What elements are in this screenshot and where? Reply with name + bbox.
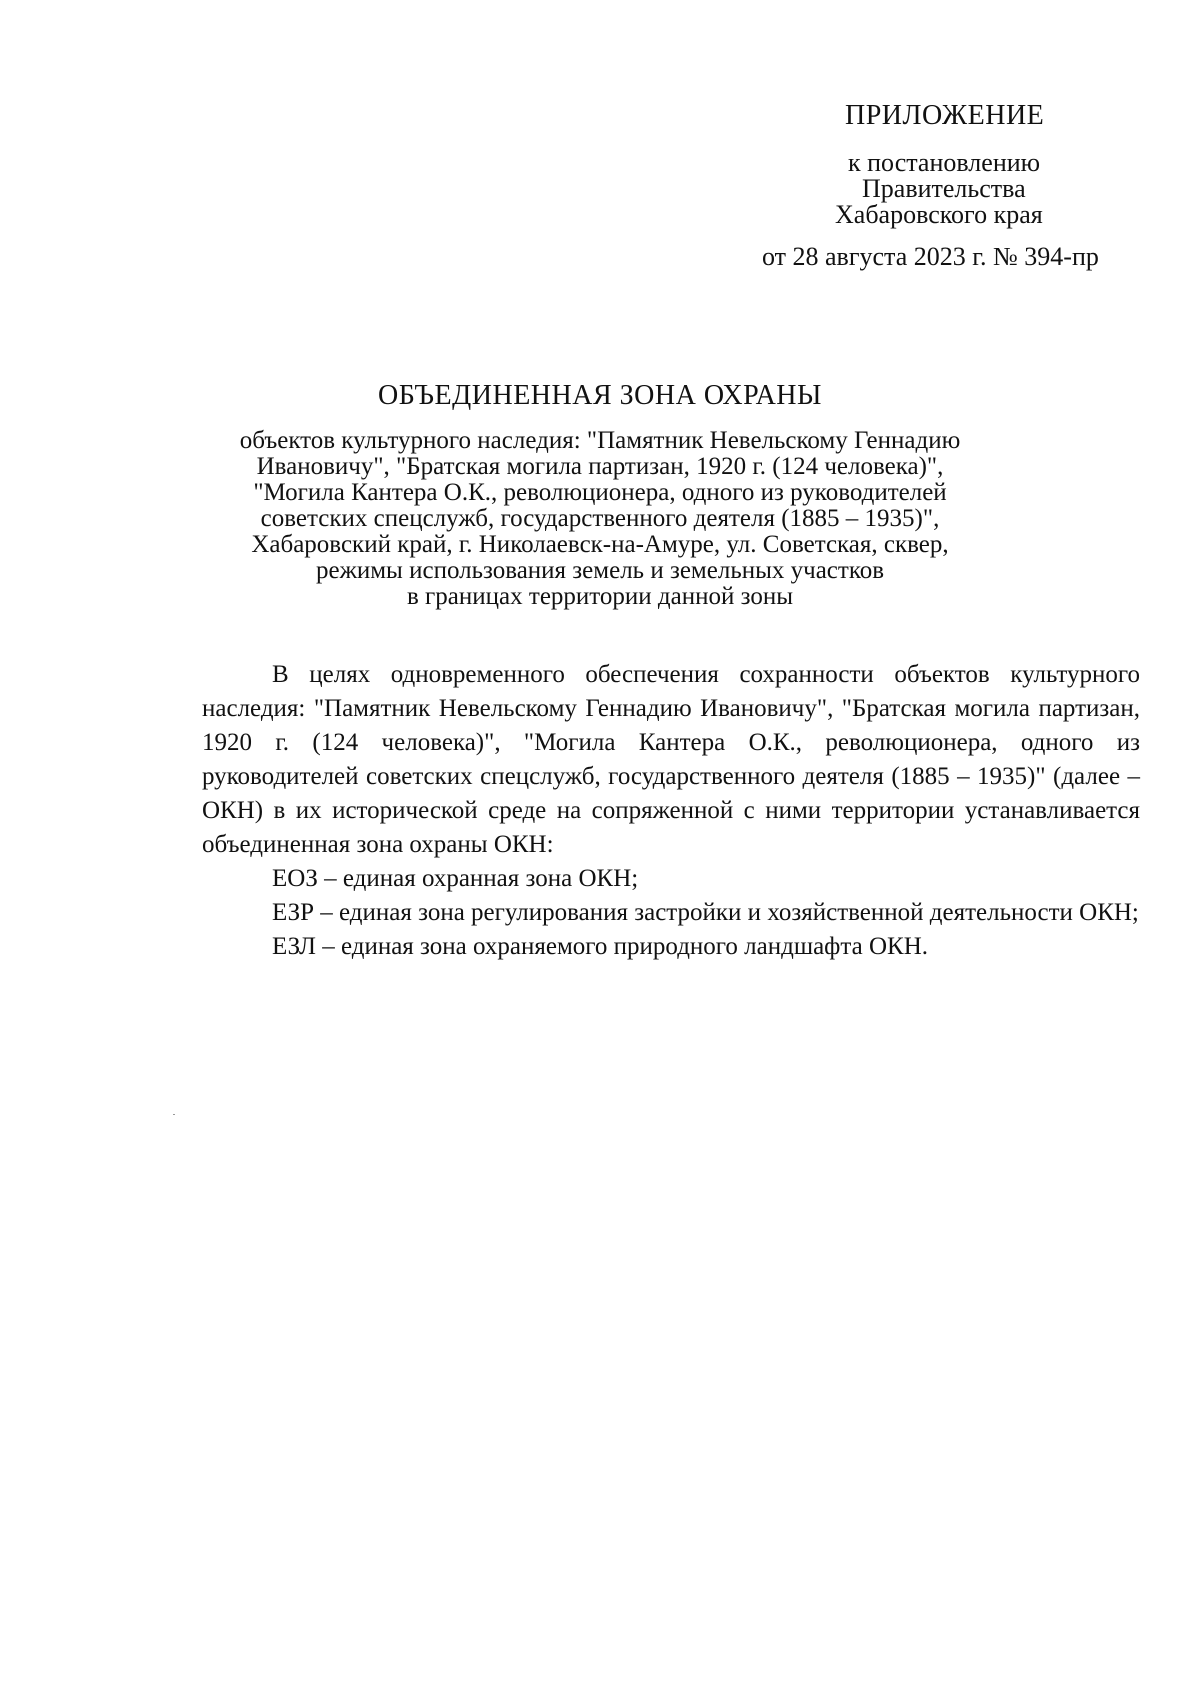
document-body (202, 658, 1140, 964)
subtitle-line: Хабаровский край, г. Николаевск-на-Амуре, ул. Советская, сквер, (251, 531, 949, 558)
zone-item-eoz: ЕОЗ – единая охранная зона ОКН; (272, 865, 639, 892)
subtitle-line: режимы использования земель и земельных участков (315, 557, 885, 584)
document-heading (0, 380, 1200, 610)
subtitle-line: "Могила Кантера О.К., революционера, одного из руководителей (253, 479, 947, 506)
appendix-region-line: Хабаровского края (835, 200, 1043, 229)
body-paragraph: В целях одновременного обеспечения сохранности объектов культурного наследия: "Памятник Невельскому Геннадию Ивановичу", "Братская могила партизан, 1920 г. (124 человека)", "Могила Кантера О.К., революционера, одного из руководителей советских спецслужб, государственного деятеля (1885 – 1935)" (далее – ОКН) в их исторической среде на сопряженной с ними территории устанавливается объединенная зона охраны ОКН: (202, 661, 1140, 858)
scan-artifact (173, 1114, 175, 1115)
appendix-title: ПРИЛОЖЕНИЕ (845, 100, 1045, 131)
subtitle-line: объектов культурного наследия: "Памятник Невельскому Геннадию (239, 427, 961, 454)
subtitle-line: советских спецслужб, государственного деятеля (1885 – 1935)", (260, 505, 940, 532)
zone-item-ezl: ЕЗЛ – единая зона охраняемого природного ландшафта ОКН. (272, 933, 928, 960)
appendix-date-number: от 28 августа 2023 г. № 394-пр (762, 242, 1099, 271)
appendix-government-line: Правительства (862, 174, 1026, 203)
appendix-resolution-line: к постановлению (848, 148, 1041, 177)
zone-item-ezr: ЕЗР – единая зона регулирования застройки и хозяйственной деятельности ОКН; (272, 899, 1139, 926)
subtitle-line: Ивановичу", "Братская могила партизан, 1920 г. (124 человека)", (256, 453, 944, 480)
subtitle-line: в границах территории данной зоны (407, 583, 793, 610)
document-title: ОБЪЕДИНЕННАЯ ЗОНА ОХРАНЫ (378, 380, 822, 411)
